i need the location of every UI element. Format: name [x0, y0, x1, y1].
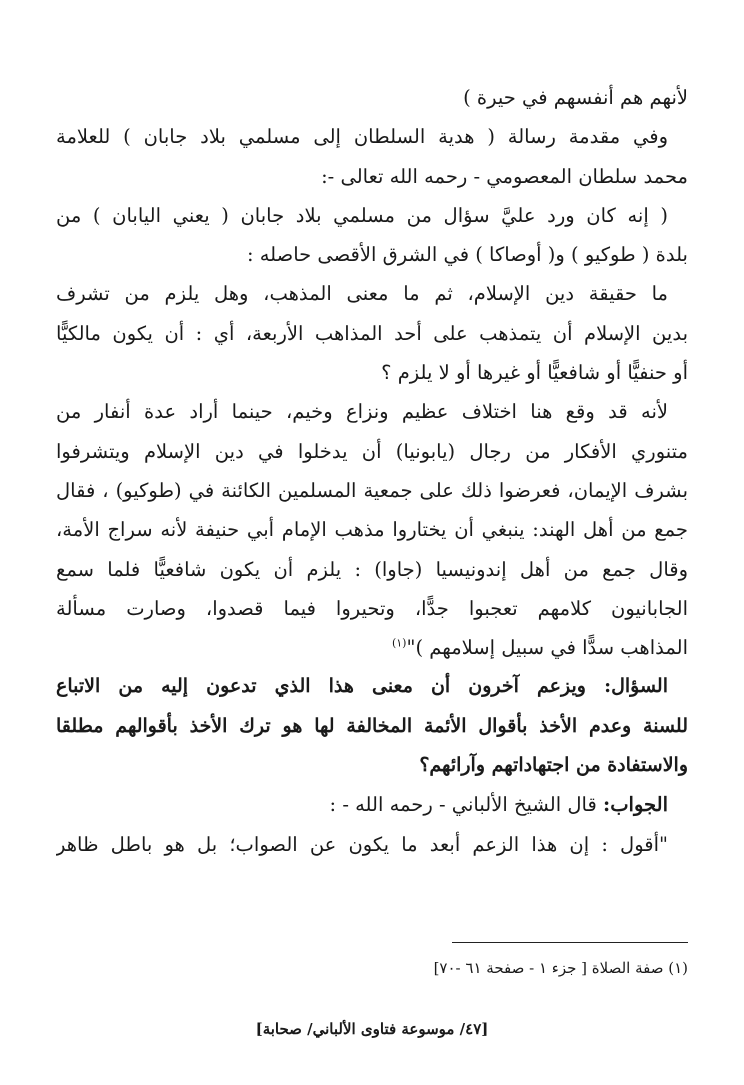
footnote-divider: [452, 942, 688, 943]
answer-label: الجواب:: [603, 793, 668, 817]
text-line: بشرف الإيمان، فعرضوا ذلك على جمعية المسلمين الكائنة في (طوكيو) ، فقال: [56, 478, 688, 502]
text-line: لأنه قد وقع هنا اختلاف عظيم ونزاع وخيم، حينما أراد عدة أنفار من: [56, 400, 668, 424]
text-line: بدين الإسلام أن يتمذهب على أحد المذاهب الأربعة، أي : أن يكون مالكيًّا: [56, 321, 688, 345]
text-line: الجابانيون كلامهم تعجبوا جدًّا، وتحيروا فيما قصدوا، وصارت مسألة: [56, 596, 688, 620]
footnote-marker: (١): [391, 636, 407, 650]
text-line: أو حنفيًّا أو شافعيًّا أو غيرها أو لا يلزم ؟: [381, 361, 688, 385]
question-line: والاستفادة من اجتهاداتهم وآرائهم؟: [419, 754, 688, 777]
text-line: [56, 628, 688, 667]
footnote: (١) صفة الصلاة [ جزء ١ - صفحة ٦١ -٧٠]: [433, 959, 688, 977]
text-line: ( إنه كان ورد عليَّ سؤال من مسلمي بلاد جابان ( يعني اليابان ) من: [56, 203, 668, 227]
answer-line: [56, 785, 688, 824]
question-line: للسنة وعدم الأخذ بأقوال الأئمة المخالفة لها هو ترك الأخذ بأقوالهم مطلقا: [56, 714, 688, 737]
quote-end: المذاهب سدًّا في سبيل إسلامهم )": [406, 636, 688, 660]
text-line: محمد سلطان المعصومي - رحمه الله تعالى -:: [321, 164, 688, 188]
text-line: لأنهم هم أنفسهم في حيرة ): [463, 86, 688, 109]
question-line: [56, 667, 688, 706]
text-line: ما حقيقة دين الإسلام، ثم ما معنى المذهب، وهل يلزم من تشرف: [56, 282, 668, 306]
page-footer: [٤٧/ موسوعة فتاوى الألباني/ صحابة]: [255, 1020, 489, 1038]
text-line: وفي مقدمة رسالة ( هدية السلطان إلى مسلمي بلاد جابان ) للعلامة: [56, 125, 668, 149]
text-line: "أقول : إن هذا الزعم أبعد ما يكون عن الصواب؛ بل هو باطل ظاهر: [56, 832, 668, 856]
text-line: بلدة ( طوكيو ) و( أوصاكا ) في الشرق الأقصى حاصله :: [246, 243, 688, 267]
text-line: متنوري الأفكار من رجال (يابونيا) أن يدخلوا في دين الإسلام ويتشرفوا: [56, 439, 688, 463]
question-text: ويزعم آخرون أن معنى هذا الذي تدعون إليه من الاتباع: [56, 675, 605, 698]
text-line: جمع من أهل الهند: ينبغي أن يختاروا مذهب الإمام أبي حنيفة لأنه سراج الأمة،: [56, 518, 688, 542]
body-text: [56, 78, 688, 864]
question-label: السؤال:: [604, 675, 668, 698]
text-line: وقال جمع من أهل إندونيسيا (جاوا) : يلزم أن يكون شافعيًّا فلما سمع: [56, 557, 688, 581]
answer-text: قال الشيخ الألباني - رحمه الله - :: [329, 793, 603, 817]
